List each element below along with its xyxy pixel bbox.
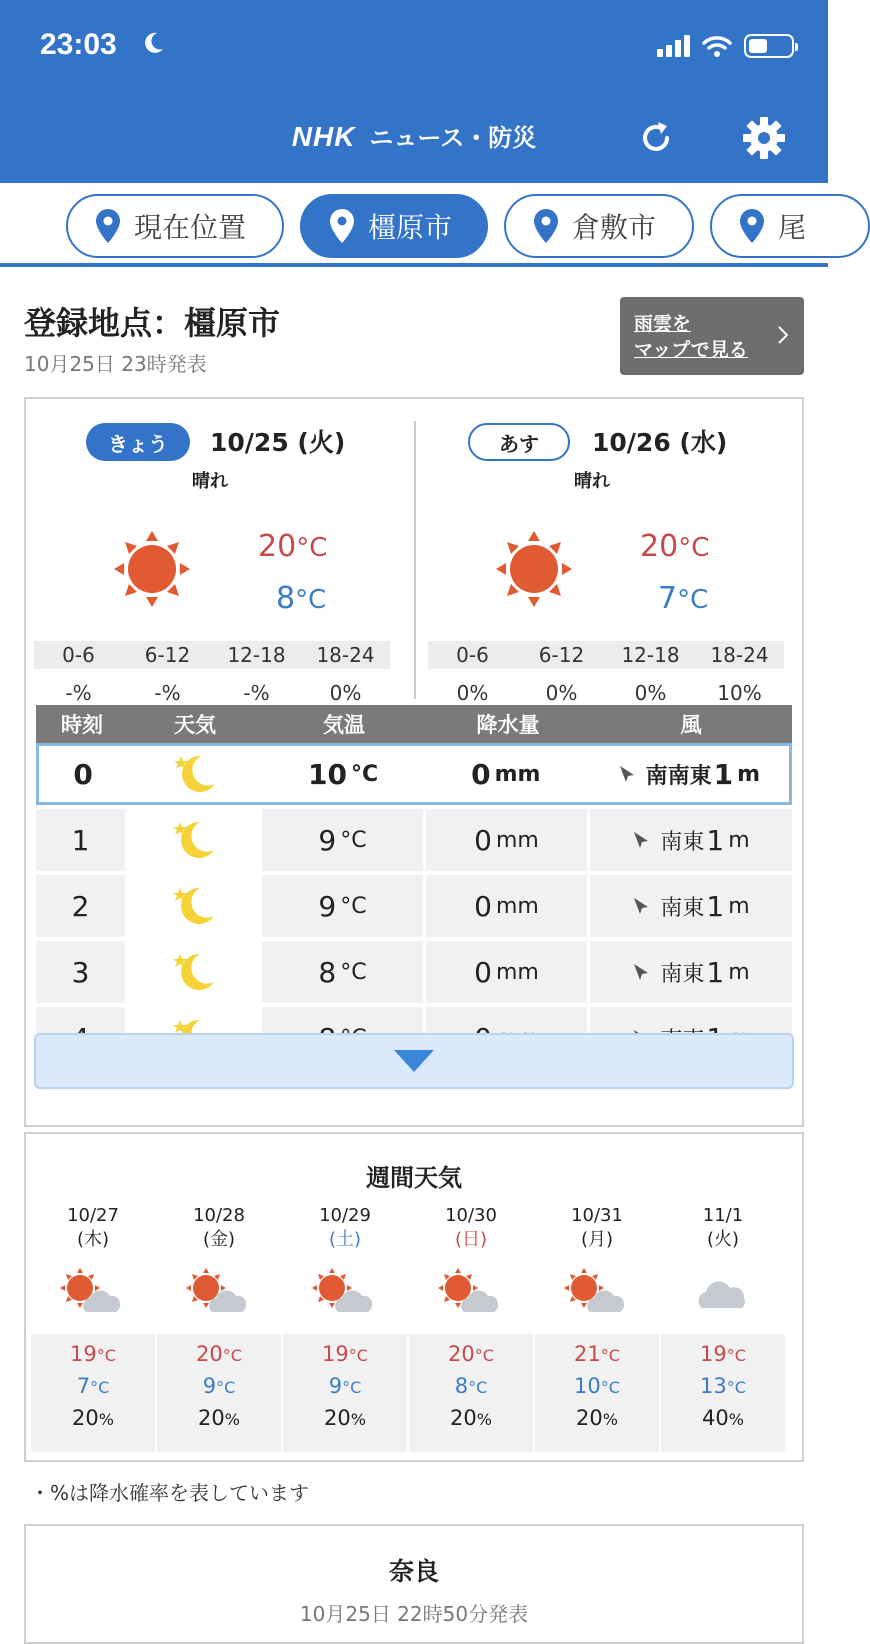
- today-prob-values: [34, 679, 390, 707]
- prob-value: -%: [243, 681, 270, 705]
- page-title: 登録地点：橿原市: [24, 304, 281, 342]
- issued-time: 10月25日 23時発表: [24, 352, 207, 376]
- rain-value: 0: [474, 889, 492, 923]
- nhk-logo: NHK: [291, 121, 356, 152]
- hour-cell: 0: [39, 746, 130, 802]
- weekly-date: 11/1: [702, 1205, 744, 1226]
- prob-period: 12-18: [227, 643, 286, 667]
- tomorrow-date: 10/26 (水): [592, 428, 728, 457]
- rain-unit: mm: [494, 761, 541, 787]
- temp-unit: °C: [90, 1378, 110, 1397]
- weather-cell: [128, 875, 262, 937]
- weekly-pop: [409, 1406, 533, 1430]
- weekly-values: [31, 1334, 155, 1452]
- weekly-high: [409, 1342, 533, 1366]
- app-title: [0, 118, 828, 153]
- weekly-pop: [31, 1406, 155, 1430]
- temp-unit: °C: [340, 893, 367, 919]
- today-prob-headers: [34, 641, 390, 669]
- rain-map-label-1: 雨雲を: [634, 313, 692, 335]
- header-rain: 降水量: [476, 713, 540, 737]
- weekly-day: [408, 1204, 534, 1316]
- weekly-high-value: 19: [322, 1342, 349, 1366]
- map-pin-icon: [534, 209, 558, 243]
- wind-direction-icon: [632, 963, 650, 981]
- temp-unit: °C: [296, 533, 328, 563]
- status-icons: [657, 34, 794, 58]
- temp-unit: °C: [677, 585, 709, 615]
- table-row[interactable]: [36, 875, 792, 937]
- tomorrow-badge: あす: [468, 423, 570, 461]
- weekly-forecast-card: [24, 1132, 804, 1462]
- wind-speed: 1: [706, 955, 725, 989]
- area-issued-time: 10月25日 22時50分発表: [299, 1602, 529, 1626]
- weekly-high-value: 19: [70, 1342, 97, 1366]
- tomorrow-high-value: 20: [640, 529, 679, 564]
- wind-direction: 南南東: [645, 763, 712, 789]
- today-low-temp: [276, 581, 326, 616]
- chevron-down-icon: [394, 1050, 434, 1072]
- wind-speed: 1: [706, 823, 725, 857]
- wind-direction-icon: [618, 765, 636, 783]
- wind-cell: [590, 941, 792, 1003]
- table-row[interactable]: [36, 809, 792, 871]
- moon-stars-icon: [170, 816, 218, 864]
- temp-unit: °C: [216, 1378, 236, 1397]
- header-time: 時刻: [61, 713, 103, 737]
- weekly-weekday: (金): [202, 1229, 236, 1250]
- weekly-low-value: 8: [454, 1374, 469, 1398]
- weekly-low: [157, 1374, 281, 1398]
- temp-value: 8: [318, 955, 337, 989]
- weekly-values: [157, 1334, 281, 1452]
- rain-cell: [426, 809, 590, 871]
- tomorrow-low-temp: [658, 581, 708, 616]
- temp-unit: °C: [726, 1346, 746, 1365]
- hour-cell: 2: [36, 875, 128, 937]
- temp-value: 9: [318, 889, 337, 923]
- wind-unit: m: [737, 761, 761, 787]
- prob-value: 0%: [634, 681, 667, 705]
- weekly-high-value: 21: [574, 1342, 601, 1366]
- wind-direction: 南東: [660, 829, 705, 855]
- weekly-day: [282, 1204, 408, 1316]
- weekly-high: [157, 1342, 281, 1366]
- expand-hourly-button[interactable]: [34, 1033, 794, 1089]
- temp-cell: [262, 875, 426, 937]
- location-tab-label: 現在位置: [134, 211, 247, 244]
- temp-value: 10: [308, 757, 347, 791]
- weekly-high: [661, 1342, 785, 1366]
- weekly-date: 10/30: [445, 1205, 497, 1226]
- weekly-pop: [535, 1406, 659, 1430]
- weekly-low: [535, 1374, 659, 1398]
- wind-speed: 1: [706, 889, 725, 923]
- rain-unit: mm: [495, 893, 539, 919]
- prob-value: 10%: [717, 681, 762, 705]
- rain-value: 0: [474, 823, 492, 857]
- prob-value: 0%: [329, 681, 362, 705]
- weekly-low-value: 10: [574, 1374, 601, 1398]
- weekly-values: [661, 1334, 785, 1452]
- temp-value: 9: [318, 823, 337, 857]
- weekly-title: 週間天気: [366, 1164, 462, 1192]
- prob-period: 0-6: [62, 643, 95, 667]
- weekly-pop-value: 20: [198, 1406, 225, 1430]
- location-tab-o[interactable]: [710, 194, 870, 258]
- weekly-high: [31, 1342, 155, 1366]
- today-date: 10/25 (火): [210, 428, 346, 457]
- weekly-weekday: (木): [76, 1229, 110, 1250]
- moon-stars-icon: [170, 948, 218, 996]
- wind-direction: 南東: [660, 895, 705, 921]
- sun-cloud-icon: [184, 1266, 254, 1316]
- daily-forecast-card: [24, 397, 804, 1127]
- rain-value: 0: [474, 955, 492, 989]
- weekly-day: [156, 1204, 282, 1316]
- prob-value: 0%: [456, 681, 489, 705]
- weekly-low: [31, 1374, 155, 1398]
- chevron-right-icon: [776, 323, 790, 347]
- prob-period: 12-18: [621, 643, 680, 667]
- tomorrow-low-value: 7: [658, 581, 678, 616]
- prob-value: -%: [65, 681, 92, 705]
- footnote: ・%は降水確率を表しています: [30, 1481, 310, 1505]
- app-title-text: ニュース・防災: [369, 124, 537, 152]
- temp-unit: °C: [474, 1346, 494, 1365]
- weekly-pop-value: 20: [576, 1406, 603, 1430]
- map-pin-icon: [330, 209, 354, 243]
- weekly-date: 10/31: [571, 1205, 623, 1226]
- weekly-low-value: 9: [328, 1374, 343, 1398]
- rain-map-button[interactable]: [620, 297, 804, 375]
- tomorrow-forecast: [416, 399, 806, 705]
- weekly-pop-value: 20: [324, 1406, 351, 1430]
- hour-cell: 1: [36, 809, 128, 871]
- weekly-day: [30, 1204, 156, 1316]
- weekly-high: [535, 1342, 659, 1366]
- weekly-low-value: 9: [202, 1374, 217, 1398]
- location-tab-kashihara[interactable]: [300, 194, 488, 258]
- weather-cell: [128, 809, 262, 871]
- weekly-pop: [283, 1406, 407, 1430]
- weather-cell: [128, 941, 262, 1003]
- wind-cell: [589, 746, 789, 802]
- sun-icon: [494, 529, 574, 609]
- location-tab-label: 橿原市: [368, 211, 453, 244]
- wifi-icon: [702, 35, 732, 57]
- sun-cloud-icon: [310, 1266, 380, 1316]
- temp-cell: [262, 809, 426, 871]
- hourly-table-header: [36, 705, 792, 745]
- weekly-values: [409, 1334, 533, 1452]
- rain-map-label-2: マップで見る: [634, 339, 748, 361]
- temp-unit: °C: [348, 1346, 368, 1365]
- status-time: 23:03: [40, 28, 117, 61]
- weekly-low: [409, 1374, 533, 1398]
- weekly-high-value: 20: [196, 1342, 223, 1366]
- map-pin-icon: [96, 209, 120, 243]
- weekly-values: [283, 1334, 407, 1452]
- wind-speed: 1: [713, 757, 734, 791]
- battery-icon: [744, 34, 794, 58]
- weekly-weekday: (月): [580, 1229, 614, 1250]
- weekly-high-value: 20: [448, 1342, 475, 1366]
- weekly-pop-value: 20: [72, 1406, 99, 1430]
- app-header: [0, 0, 828, 183]
- temp-unit: °C: [600, 1378, 620, 1397]
- gear-icon[interactable]: [742, 116, 786, 160]
- weekly-date: 10/29: [319, 1205, 371, 1226]
- weekly-low-value: 7: [76, 1374, 91, 1398]
- temp-unit: °C: [678, 533, 710, 563]
- weekly-low-value: 13: [700, 1374, 727, 1398]
- header-weather: 天気: [174, 713, 216, 737]
- wind-unit: m: [728, 959, 750, 985]
- area-forecast-card[interactable]: [24, 1524, 804, 1644]
- rain-unit: mm: [495, 959, 539, 985]
- wind-direction-icon: [632, 831, 650, 849]
- weekly-low: [283, 1374, 407, 1398]
- table-row[interactable]: [36, 941, 792, 1003]
- weekly-values: [535, 1334, 659, 1452]
- sun-cloud-icon: [562, 1266, 632, 1316]
- tomorrow-prob-headers: [428, 641, 784, 669]
- wind-cell: [590, 875, 792, 937]
- weekly-pop-value: 40: [702, 1406, 729, 1430]
- today-forecast: [26, 399, 416, 705]
- header-temp: 気温: [323, 713, 365, 737]
- prob-period: 6-12: [144, 643, 191, 667]
- table-row[interactable]: [36, 743, 792, 805]
- today-low-value: 8: [276, 581, 296, 616]
- moon-stars-icon: [171, 750, 219, 798]
- tomorrow-high-temp: [640, 529, 709, 564]
- pop-unit: %: [476, 1410, 492, 1429]
- sun-cloud-icon: [436, 1266, 506, 1316]
- moon-stars-icon: [170, 882, 218, 930]
- pop-unit: %: [350, 1410, 366, 1429]
- today-high-temp: [258, 529, 327, 564]
- wind-direction-icon: [632, 897, 650, 915]
- temp-unit: °C: [295, 585, 327, 615]
- refresh-icon[interactable]: [636, 118, 676, 158]
- moon-status-icon: [140, 30, 166, 56]
- temp-cell: [262, 941, 426, 1003]
- rain-cell: [426, 875, 590, 937]
- rain-cell: [426, 746, 589, 802]
- location-tab-current[interactable]: [66, 194, 284, 258]
- prob-period: 6-12: [538, 643, 585, 667]
- pop-unit: %: [728, 1410, 744, 1429]
- temp-unit: °C: [350, 761, 379, 787]
- temp-cell: [263, 746, 426, 802]
- rain-unit: mm: [495, 827, 539, 853]
- wind-direction: 南東: [660, 961, 705, 987]
- prob-period: 18-24: [710, 643, 769, 667]
- signal-icon: [657, 35, 690, 57]
- location-tab-kurashiki[interactable]: [504, 194, 694, 258]
- weekly-date: 10/28: [193, 1205, 245, 1226]
- wind-cell: [590, 809, 792, 871]
- header-wind: 風: [680, 713, 702, 737]
- temp-unit: °C: [468, 1378, 488, 1397]
- weekly-day: [660, 1204, 786, 1316]
- today-condition: 晴れ: [192, 471, 228, 492]
- wind-unit: m: [728, 893, 750, 919]
- today-badge: きょう: [86, 423, 190, 461]
- weekly-weekday: (日): [454, 1229, 488, 1250]
- pop-unit: %: [224, 1410, 240, 1429]
- weekly-date: 10/27: [67, 1205, 119, 1226]
- temp-unit: °C: [600, 1346, 620, 1365]
- weekly-pop: [157, 1406, 281, 1430]
- sun-icon: [112, 529, 192, 609]
- weekly-pop-value: 20: [450, 1406, 477, 1430]
- temp-unit: °C: [342, 1378, 362, 1397]
- temp-unit: °C: [340, 959, 367, 985]
- weather-cell: [130, 746, 263, 802]
- weekly-weekday: (土): [328, 1229, 362, 1250]
- location-tab-label: 尾: [778, 211, 807, 244]
- prob-period: 18-24: [316, 643, 375, 667]
- rain-cell: [426, 941, 590, 1003]
- hourly-table: [36, 743, 792, 1033]
- map-pin-icon: [740, 209, 764, 243]
- temp-unit: °C: [340, 827, 367, 853]
- weekly-high: [283, 1342, 407, 1366]
- prob-period: 0-6: [456, 643, 489, 667]
- weekly-day: [534, 1204, 660, 1316]
- temp-unit: °C: [96, 1346, 116, 1365]
- weekly-pop: [661, 1406, 785, 1430]
- location-tabs: [0, 183, 828, 267]
- area-title: 奈良: [388, 1557, 439, 1586]
- weekly-low: [661, 1374, 785, 1398]
- location-tab-label: 倉敷市: [572, 211, 657, 244]
- pop-unit: %: [602, 1410, 618, 1429]
- tomorrow-condition: 晴れ: [574, 471, 610, 492]
- temp-unit: °C: [726, 1378, 746, 1397]
- wind-unit: m: [728, 827, 750, 853]
- sun-cloud-icon: [58, 1266, 128, 1316]
- rain-value: 0: [471, 757, 491, 791]
- today-high-value: 20: [258, 529, 297, 564]
- weekly-weekday: (火): [706, 1229, 740, 1250]
- temp-unit: °C: [222, 1346, 242, 1365]
- tomorrow-prob-values: [428, 679, 784, 707]
- weekly-high-value: 19: [700, 1342, 727, 1366]
- hour-cell: 3: [36, 941, 128, 1003]
- prob-value: 0%: [545, 681, 578, 705]
- pop-unit: %: [98, 1410, 114, 1429]
- cloud-icon: [688, 1266, 758, 1316]
- prob-value: -%: [154, 681, 181, 705]
